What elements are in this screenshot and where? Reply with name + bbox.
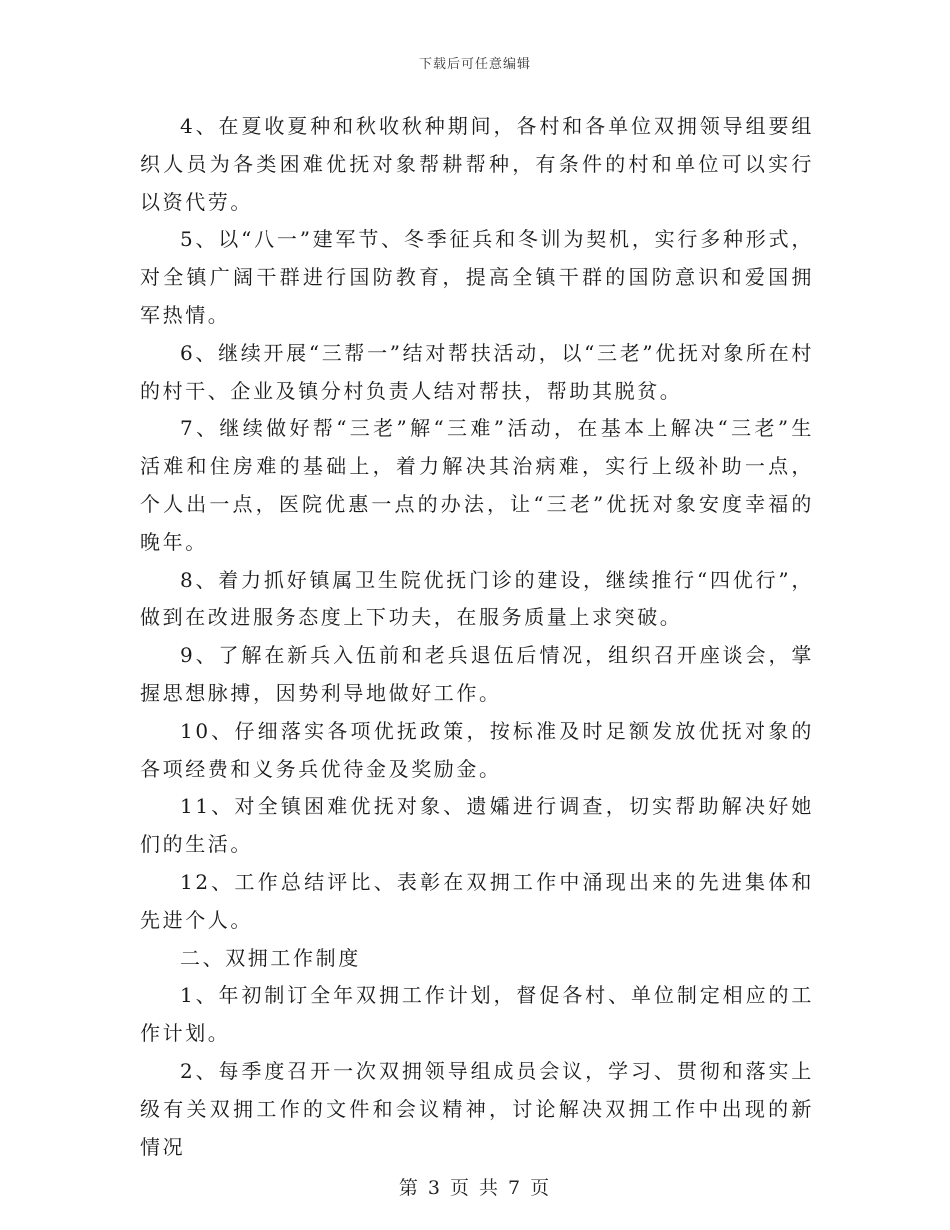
paragraph-7: 7、继续做好帮“三老”解“三难”活动，在基本上解决“三老”生活难和住房难的基础上，着力解决其治病难，实行上级补助一点，个人出一点，医院优惠一点的办法，让“三老”优抚对象安度幸福的晚年。: [140, 416, 814, 554]
system-item-1: 1、年初制订全年双拥工作计划，督促各村、单位制定相应的工作计划。: [140, 983, 814, 1046]
document-body: [140, 108, 814, 1166]
paragraph-10: 10、仔细落实各项优抚政策，按标准及时足额发放优抚对象的各项经费和义务兵优待金及奖励金。: [140, 718, 814, 781]
paragraph-4: 4、在夏收夏种和秋收秋种期间，各村和各单位双拥领导组要组织人员为各类困难优抚对象帮耕帮种，有条件的村和单位可以实行以资代劳。: [140, 114, 814, 214]
paragraph-11: 11、对全镇困难优抚对象、遗孀进行调查，切实帮助解决好她们的生活。: [140, 794, 814, 857]
page-header: 下载后可任意编辑: [418, 57, 531, 72]
page-number-footer: 第 3 页 共 7 页: [398, 1177, 552, 1199]
section-heading: 二、双拥工作制度: [180, 945, 361, 970]
paragraph-8: 8、着力抓好镇属卫生院优抚门诊的建设，继续推行“四优行”，做到在改进服务态度上下功夫，在服务质量上求突破。: [140, 567, 814, 630]
paragraph-12: 12、工作总结评比、表彰在双拥工作中涌现出来的先进集体和先进个人。: [140, 869, 814, 932]
system-item-2: 2、每季度召开一次双拥领导组成员会议，学习、贯彻和落实上级有关双拥工作的文件和会议精神，讨论解决双拥工作中出现的新情况: [140, 1058, 814, 1159]
paragraph-5: 5、以“八一”建军节、冬季征兵和冬训为契机，实行多种形式，对全镇广阔干群进行国防教育，提高全镇干群的国防意识和爱国拥军热情。: [140, 227, 814, 327]
paragraph-6: 6、继续开展“三帮一”结对帮扶活动，以“三老”优抚对象所在村的村干、企业及镇分村负责人结对帮扶，帮助其脱贫。: [140, 340, 814, 403]
paragraph-9: 9、了解在新兵入伍前和老兵退伍后情况，组织召开座谈会，掌握思想脉搏，因势利导地做好工作。: [140, 643, 814, 705]
